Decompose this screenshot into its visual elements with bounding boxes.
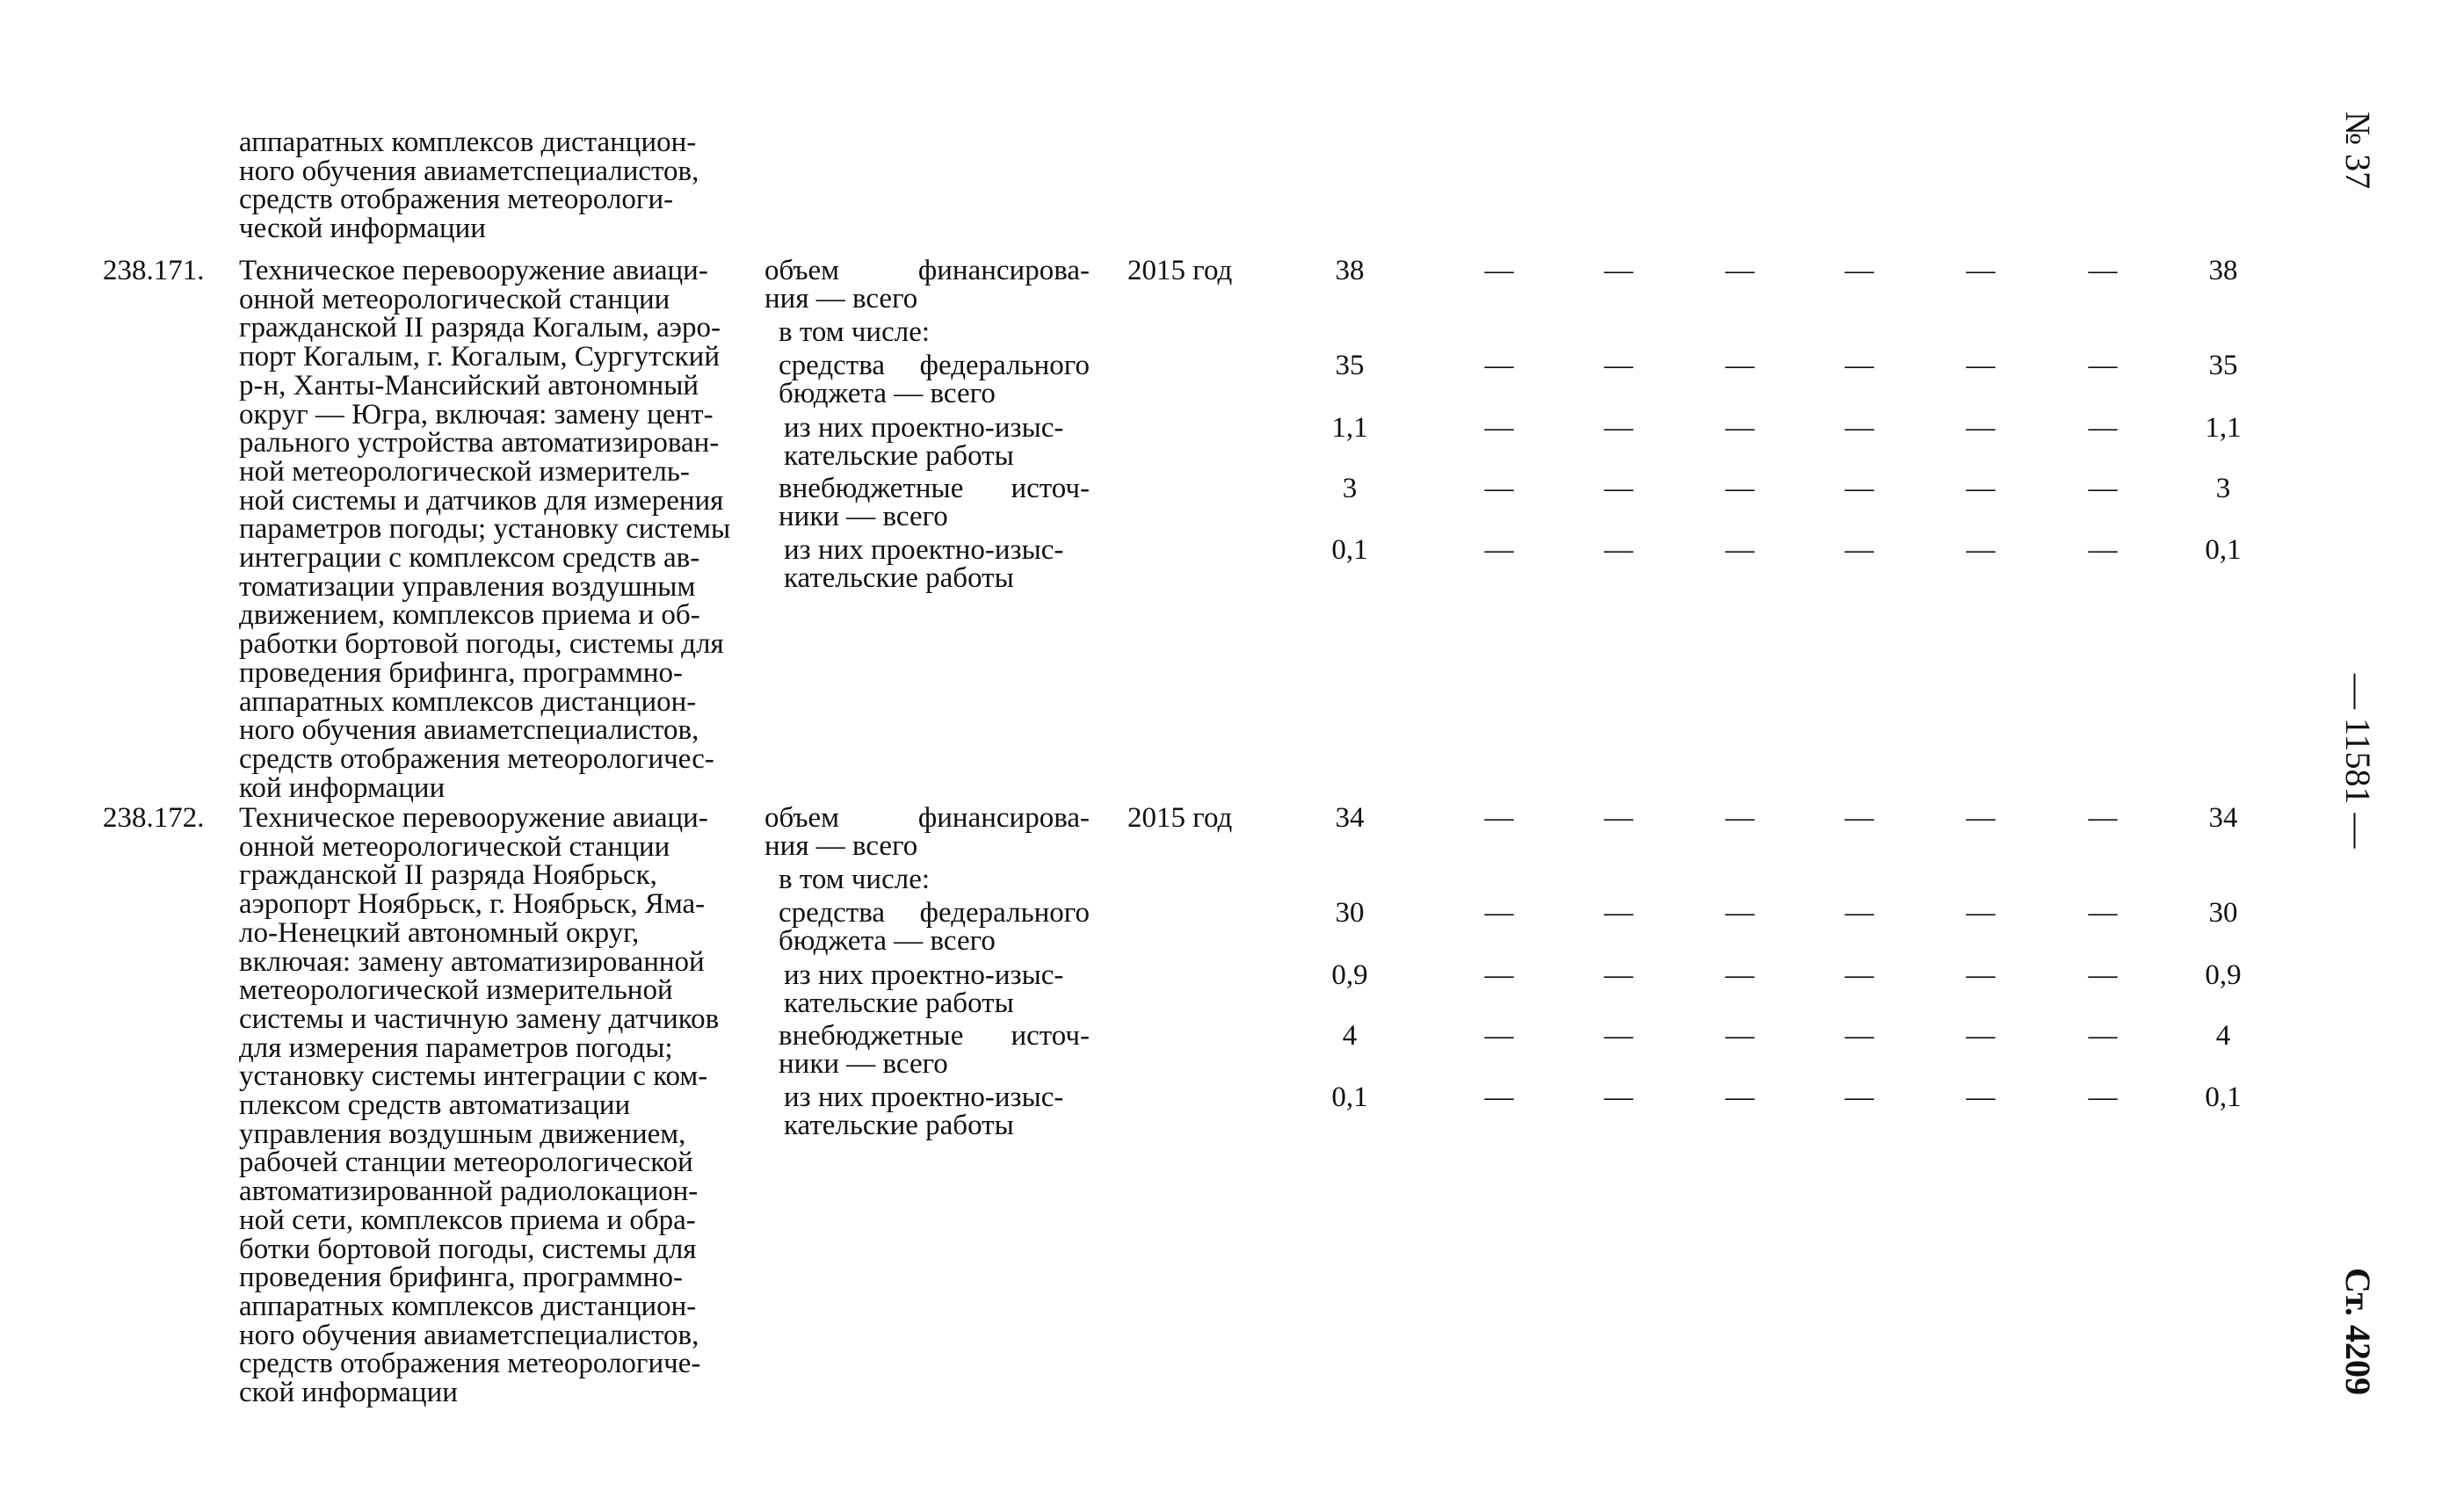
financing-label-line [764,257,1090,285]
description-line: онной метеорологической станции [239,283,670,315]
value-empty-dash: — [1844,255,1874,286]
value-empty-dash: — [1966,1082,1996,1113]
description-line: системы и частичную замену датчиков [239,1002,720,1035]
description-line: ного обучения авиаметспециалистов, [239,1319,699,1351]
financing-label-line: из них проектно-изыс- [784,534,1064,566]
value-empty-dash: — [1484,534,1514,566]
financing-label-line: кательские работы [784,562,1014,594]
value-empty-dash: — [1604,1020,1634,1052]
financing-label [764,961,1090,1017]
financing-label-line: ники — всего [779,501,948,532]
value-total: 30 [2208,897,2238,929]
entry-number: 238.171. [103,255,205,286]
value-empty-dash: — [2088,1082,2118,1113]
financing-label [764,865,1090,893]
value-empty-dash: — [1725,473,1755,504]
value-empty-dash: — [1604,959,1634,991]
description-line: для измерения параметров погоды; [239,1031,673,1064]
entry-year: 2015 год [1127,802,1233,834]
value-empty-dash: — [1604,412,1634,444]
financing-label-line [764,1022,1090,1050]
label-word: источ- [1011,1020,1090,1052]
value-empty-dash: — [1725,802,1755,834]
label-word: внебюджетные [779,473,964,504]
value-first: 1,1 [1331,412,1368,444]
value-first: 4 [1342,1020,1358,1052]
value-empty-dash: — [1725,959,1755,991]
tail-line: ного обучения авиаметспециалистов, [239,155,699,187]
value-empty-dash: — [1484,412,1514,444]
value-first: 0,1 [1331,534,1368,566]
value-empty-dash: — [1966,473,1996,504]
financing-label-line: кательские работы [784,440,1014,472]
description-line: гражданской II разряда Ноябрьск, [239,859,657,892]
label-word: федерального [919,350,1090,381]
value-empty-dash: — [1844,350,1874,381]
description-line: аппаратных комплексов дистанцион- [239,1290,697,1322]
description-line: округ — Югра, включая: замену цент- [239,398,714,430]
value-first: 35 [1335,350,1365,381]
label-word: финансирова- [917,255,1090,286]
label-word: объем [764,255,840,286]
value-total: 1,1 [2205,412,2242,444]
value-empty-dash: — [1725,1082,1755,1113]
value-empty-dash: — [1484,897,1514,929]
description-line: порт Когалым, г. Когалым, Сургутский [239,341,720,373]
financing-label-line: из них проектно-изыс- [784,959,1064,991]
description-line: работки бортовой погоды, системы для [239,628,724,661]
financing-label-line: кательские работы [784,1110,1014,1141]
value-empty-dash: — [1484,1082,1514,1113]
value-empty-dash: — [1484,802,1514,834]
value-empty-dash: — [1604,802,1634,834]
description-line: ской информации [239,1377,458,1409]
description-line: движением, комплексов приема и об- [239,599,700,632]
description-line: автоматизированной радиолокацион- [239,1176,699,1208]
description-line: средств отображения метеорологичес- [239,742,714,775]
financing-label [764,351,1090,408]
financing-label-line [764,804,1090,832]
description-line: проведения брифинга, программно- [239,656,684,689]
label-word: средства [779,897,886,929]
value-empty-dash: — [1604,473,1634,504]
value-empty-dash: — [1966,1020,1996,1052]
value-empty-dash: — [1725,350,1755,381]
value-empty-dash: — [1966,534,1996,566]
financing-label [764,804,1090,860]
value-total: 38 [2208,255,2238,286]
article-number: Ст. 4209 [2338,1268,2378,1395]
description-line: аэропорт Ноябрьск, г. Ноябрьск, Яма- [239,888,706,921]
issue-number: № 37 [2338,112,2378,190]
description-line: ло-Ненецкий автономный округ, [239,916,640,949]
value-empty-dash: — [2088,802,2118,834]
description-line: гражданской II разряда Когалым, аэро- [239,312,721,344]
value-empty-dash: — [1966,802,1996,834]
financing-label-line: ники — всего [779,1048,948,1080]
value-first: 0,9 [1331,959,1368,991]
value-empty-dash: — [2088,412,2118,444]
description-line: рабочей станции метеорологической [239,1147,693,1179]
value-empty-dash: — [1725,255,1755,286]
financing-label-line [764,899,1090,927]
value-empty-dash: — [2088,473,2118,504]
label-word: федерального [919,897,1090,929]
value-empty-dash: — [1604,350,1634,381]
value-empty-dash: — [1604,897,1634,929]
financing-label [764,414,1090,470]
description-line: включая: замену автоматизированной [239,945,705,978]
value-first: 34 [1335,802,1365,834]
value-total: 0,1 [2205,1082,2242,1113]
value-empty-dash: — [1484,255,1514,286]
value-first: 0,1 [1331,1082,1368,1113]
financing-label-line: бюджета — всего [779,378,996,409]
value-first: 30 [1335,897,1365,929]
financing-label [764,1022,1090,1078]
description-line: Техническое перевооружение авиаци- [239,255,708,286]
value-first: 38 [1335,255,1365,286]
tail-line: аппаратных комплексов дистанцион- [239,127,697,158]
label-word: объем [764,802,840,834]
entry-description [239,257,736,802]
description-line: интеграции с комплексом средств ав- [239,542,700,575]
value-empty-dash: — [1604,1082,1634,1113]
value-total: 0,1 [2205,534,2242,566]
financing-label-line: ния — всего [764,283,918,315]
financing-label-line: кательские работы [784,988,1014,1019]
value-empty-dash: — [1484,959,1514,991]
description-line: аппаратных комплексов дистанцион- [239,685,697,718]
description-line: установку системы интеграции с ком- [239,1060,708,1093]
financing-label [764,474,1090,531]
description-line: проведения брифинга, программно- [239,1262,684,1294]
value-empty-dash: — [1725,897,1755,929]
entry-year: 2015 год [1127,255,1233,286]
financing-label-line: в том числе: [779,864,931,895]
financing-label-line [764,474,1090,503]
value-empty-dash: — [1966,959,1996,991]
description-line: управления воздушным движением, [239,1118,686,1150]
financing-label-line: ния — всего [764,830,918,862]
value-total: 34 [2208,802,2238,834]
value-empty-dash: — [2088,350,2118,381]
description-line: параметров погоды; установку системы [239,513,731,546]
value-empty-dash: — [1844,473,1874,504]
tail-line: ческой информации [239,213,486,245]
value-empty-dash: — [2088,959,2118,991]
description-line: средств отображения метеорологиче- [239,1348,701,1380]
value-empty-dash: — [2088,1020,2118,1052]
value-empty-dash: — [1725,1020,1755,1052]
value-first: 3 [1342,473,1358,504]
description-line: Техническое перевооружение авиаци- [239,802,708,834]
description-line: ботки бортовой погоды, системы для [239,1233,697,1265]
value-empty-dash: — [1844,959,1874,991]
previous-entry-tail [239,128,736,243]
value-empty-dash: — [2088,255,2118,286]
financing-label [764,536,1090,592]
value-empty-dash: — [2088,897,2118,929]
financing-label [764,318,1090,346]
financing-label-line: бюджета — всего [779,925,996,957]
description-line: ной метеорологической измеритель- [239,455,690,488]
financing-label [764,899,1090,955]
entry-description [239,804,736,1407]
value-empty-dash: — [1844,897,1874,929]
description-line: онной метеорологической станции [239,830,670,863]
value-empty-dash: — [1484,350,1514,381]
description-line: кой информации [239,771,446,804]
financing-label [764,257,1090,313]
tail-line: средств отображения метеорологи- [239,184,674,216]
value-empty-dash: — [1844,534,1874,566]
value-empty-dash: — [1484,473,1514,504]
value-empty-dash: — [1844,1082,1874,1113]
value-empty-dash: — [1725,534,1755,566]
description-line: р-н, Ханты-Мансийский автономный [239,369,699,402]
description-line: ного обучения авиаметспециалистов, [239,714,699,747]
entry-number: 238.172. [103,802,205,834]
financing-label [764,1083,1090,1139]
value-total: 3 [2215,473,2231,504]
value-empty-dash: — [1966,255,1996,286]
value-total: 35 [2208,350,2238,381]
financing-label-line [764,351,1090,380]
description-line: метеорологической измерительной [239,974,673,1007]
value-empty-dash: — [2088,534,2118,566]
value-empty-dash: — [1966,350,1996,381]
label-word: внебюджетные [779,1020,964,1052]
description-line: рального устройства автоматизирован- [239,427,720,459]
page-number: — 11581 — [2338,674,2378,849]
financing-label-line: из них проектно-изыс- [784,1082,1064,1113]
value-empty-dash: — [1604,534,1634,566]
value-empty-dash: — [1484,1020,1514,1052]
financing-label-line: из них проектно-изыс- [784,412,1064,444]
value-empty-dash: — [1844,1020,1874,1052]
value-empty-dash: — [1604,255,1634,286]
value-empty-dash: — [1966,412,1996,444]
value-empty-dash: — [1844,412,1874,444]
value-empty-dash: — [1725,412,1755,444]
description-line: плексом средств автоматизации [239,1089,631,1122]
description-line: ной сети, комплексов приема и обра- [239,1204,696,1236]
value-total: 0,9 [2205,959,2242,991]
value-empty-dash: — [1844,802,1874,834]
label-word: финансирова- [917,802,1090,834]
label-word: средства [779,350,886,381]
label-word: источ- [1011,473,1090,504]
value-empty-dash: — [1966,897,1996,929]
financing-label-line: в том числе: [779,316,931,348]
description-line: томатизации управления воздушным [239,570,696,603]
description-line: ной системы и датчиков для измерения [239,484,724,517]
value-total: 4 [2215,1020,2231,1052]
